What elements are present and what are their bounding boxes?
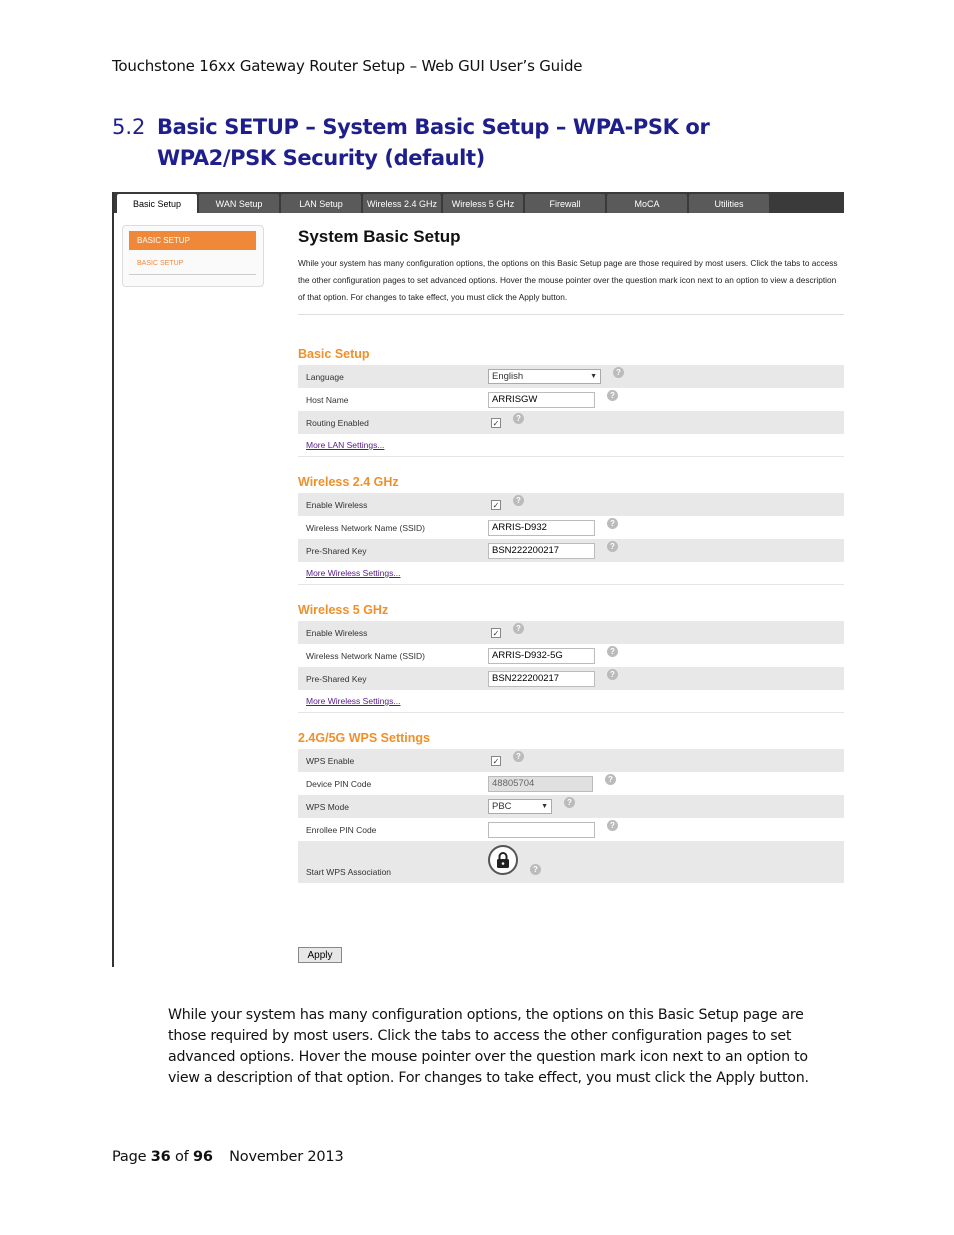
w5-enable-row bbox=[298, 621, 844, 644]
document-running-header: Touchstone 16xx Gateway Router Setup – Web GUI User’s Guide bbox=[112, 57, 583, 75]
help-icon[interactable]: ? bbox=[530, 864, 541, 875]
section-heading bbox=[112, 112, 832, 174]
language-value: English bbox=[492, 371, 524, 382]
w5-ssid-label: Wireless Network Name (SSID) bbox=[306, 650, 426, 661]
w24-ssid-input[interactable]: ARRIS-D932 bbox=[488, 520, 595, 536]
wps-enrollee-input[interactable] bbox=[488, 822, 595, 838]
w5-ssid-row bbox=[298, 644, 844, 667]
wps-heading: 2.4G/5G WPS Settings bbox=[298, 731, 430, 745]
w5-enable-label: Enable Wireless bbox=[306, 627, 368, 638]
w5-more-row bbox=[298, 690, 844, 713]
wps-mode-value: PBC bbox=[492, 801, 512, 812]
help-icon[interactable]: ? bbox=[513, 495, 524, 506]
wps-start-label: Start WPS Association bbox=[306, 867, 392, 877]
wps-enable-label: WPS Enable bbox=[306, 755, 355, 766]
section-number: 5.2 bbox=[112, 115, 146, 139]
apply-button[interactable]: Apply bbox=[298, 947, 342, 963]
footer-of-word: of bbox=[174, 1149, 189, 1165]
w24-enable-label: Enable Wireless bbox=[306, 499, 368, 510]
help-icon[interactable]: ? bbox=[607, 541, 618, 552]
language-label: Language bbox=[306, 371, 344, 382]
routing-row bbox=[298, 411, 844, 434]
host-name-label: Host Name bbox=[306, 394, 349, 405]
section-title: Basic SETUP – System Basic Setup – WPA-PSK or WPA2/PSK Security (default) bbox=[157, 115, 710, 170]
wps-enable-row bbox=[298, 749, 844, 772]
wireless-24-heading: Wireless 2.4 GHz bbox=[298, 475, 399, 489]
tab-wireless-24[interactable]: Wireless 2.4 GHz bbox=[363, 194, 441, 213]
footer-page-number: 36 bbox=[150, 1149, 171, 1165]
w24-psk-label: Pre-Shared Key bbox=[306, 545, 367, 556]
more-lan-row bbox=[298, 434, 844, 457]
lock-icon bbox=[495, 851, 511, 869]
help-icon[interactable]: ? bbox=[607, 669, 618, 680]
wps-enrollee-label: Enrollee PIN Code bbox=[306, 824, 377, 835]
wps-start-row bbox=[298, 841, 844, 883]
gui-screenshot bbox=[112, 192, 842, 967]
body-paragraph: While your system has many configuration options, the options on this Basic Setup page are those required by most users. Click the tabs to access the other configuration pages to set advanced options. Hover the mouse pointer over the question mark icon next to an option to view a description of that option. For changes to take effect, you must click the Apply button. bbox=[168, 1007, 809, 1086]
w24-psk-input[interactable]: BSN222200217 bbox=[488, 543, 595, 559]
side-nav bbox=[122, 225, 264, 287]
help-icon[interactable]: ? bbox=[513, 751, 524, 762]
more-lan-settings-link[interactable]: More LAN Settings... bbox=[306, 440, 385, 450]
sidenav-item-basic-setup[interactable]: BASIC SETUP bbox=[129, 253, 256, 275]
chevron-down-icon: ▼ bbox=[590, 373, 597, 380]
wps-mode-select[interactable] bbox=[488, 799, 552, 814]
wps-enable-checkbox[interactable]: ✓ bbox=[492, 756, 500, 766]
w5-enable-checkbox[interactable]: ✓ bbox=[492, 628, 500, 638]
intro-text: While your system has many configuration options, the options on this Basic Setup page are those required by most users. Click the tabs to access the other configuration pages to set advanced options. Hover the mouse pointer over the question mark icon next to an option to view a description of that option. For changes to take effect, you must click the Apply button. bbox=[298, 258, 838, 302]
page-footer bbox=[112, 1149, 343, 1165]
footer-date: November 2013 bbox=[229, 1149, 344, 1165]
w24-ssid-label: Wireless Network Name (SSID) bbox=[306, 522, 426, 533]
help-icon[interactable]: ? bbox=[513, 413, 524, 424]
language-select[interactable] bbox=[488, 369, 601, 384]
w24-psk-row bbox=[298, 539, 844, 562]
help-icon[interactable]: ? bbox=[513, 623, 524, 634]
wps-mode-row bbox=[298, 795, 844, 818]
page-title: System Basic Setup bbox=[298, 227, 461, 246]
sidenav-header[interactable]: BASIC SETUP bbox=[129, 231, 256, 250]
wireless-5-heading: Wireless 5 GHz bbox=[298, 603, 389, 617]
w5-psk-label: Pre-Shared Key bbox=[306, 673, 367, 684]
tab-firewall[interactable]: Firewall bbox=[525, 194, 605, 213]
wps-mode-label: WPS Mode bbox=[306, 801, 349, 812]
wps-start-button[interactable] bbox=[488, 845, 518, 875]
language-row bbox=[298, 365, 844, 388]
tab-wireless-5[interactable]: Wireless 5 GHz bbox=[443, 194, 523, 213]
tab-moca[interactable]: MoCA bbox=[607, 194, 687, 213]
w5-psk-input[interactable]: BSN222200217 bbox=[488, 671, 595, 687]
w5-psk-row bbox=[298, 667, 844, 690]
main-panel bbox=[298, 227, 844, 883]
wps-pin-label: Device PIN Code bbox=[306, 778, 372, 789]
host-name-input[interactable]: ARRISGW bbox=[488, 392, 595, 408]
tab-wan-setup[interactable]: WAN Setup bbox=[199, 194, 279, 213]
help-icon[interactable]: ? bbox=[607, 646, 618, 657]
host-name-row bbox=[298, 388, 844, 411]
w5-ssid-input[interactable]: ARRIS-D932-5G bbox=[488, 648, 595, 664]
wps-pin-input: 48805704 bbox=[488, 776, 593, 792]
w24-enable-row bbox=[298, 493, 844, 516]
w5-more-settings-link[interactable]: More Wireless Settings... bbox=[306, 696, 401, 706]
help-icon[interactable]: ? bbox=[613, 367, 624, 378]
wps-pin-row bbox=[298, 772, 844, 795]
w24-ssid-row bbox=[298, 516, 844, 539]
help-icon[interactable]: ? bbox=[605, 774, 616, 785]
help-icon[interactable]: ? bbox=[607, 390, 618, 401]
w24-more-row bbox=[298, 562, 844, 585]
w24-enable-checkbox[interactable]: ✓ bbox=[492, 500, 500, 510]
wps-enrollee-row bbox=[298, 818, 844, 841]
divider bbox=[298, 314, 844, 315]
help-icon[interactable]: ? bbox=[564, 797, 575, 808]
chevron-down-icon: ▼ bbox=[541, 803, 548, 810]
tab-utilities[interactable]: Utilities bbox=[689, 194, 769, 213]
routing-checkbox[interactable]: ✓ bbox=[492, 418, 500, 428]
tab-lan-setup[interactable]: LAN Setup bbox=[281, 194, 361, 213]
tab-basic-setup[interactable]: Basic Setup bbox=[117, 194, 197, 213]
footer-page-total: 96 bbox=[192, 1149, 213, 1165]
footer-page-word: Page bbox=[112, 1149, 147, 1165]
routing-label: Routing Enabled bbox=[306, 417, 369, 428]
w24-more-settings-link[interactable]: More Wireless Settings... bbox=[306, 568, 401, 578]
help-icon[interactable]: ? bbox=[607, 518, 618, 529]
help-icon[interactable]: ? bbox=[607, 820, 618, 831]
basic-setup-heading: Basic Setup bbox=[298, 347, 370, 361]
tab-bar bbox=[114, 192, 844, 213]
